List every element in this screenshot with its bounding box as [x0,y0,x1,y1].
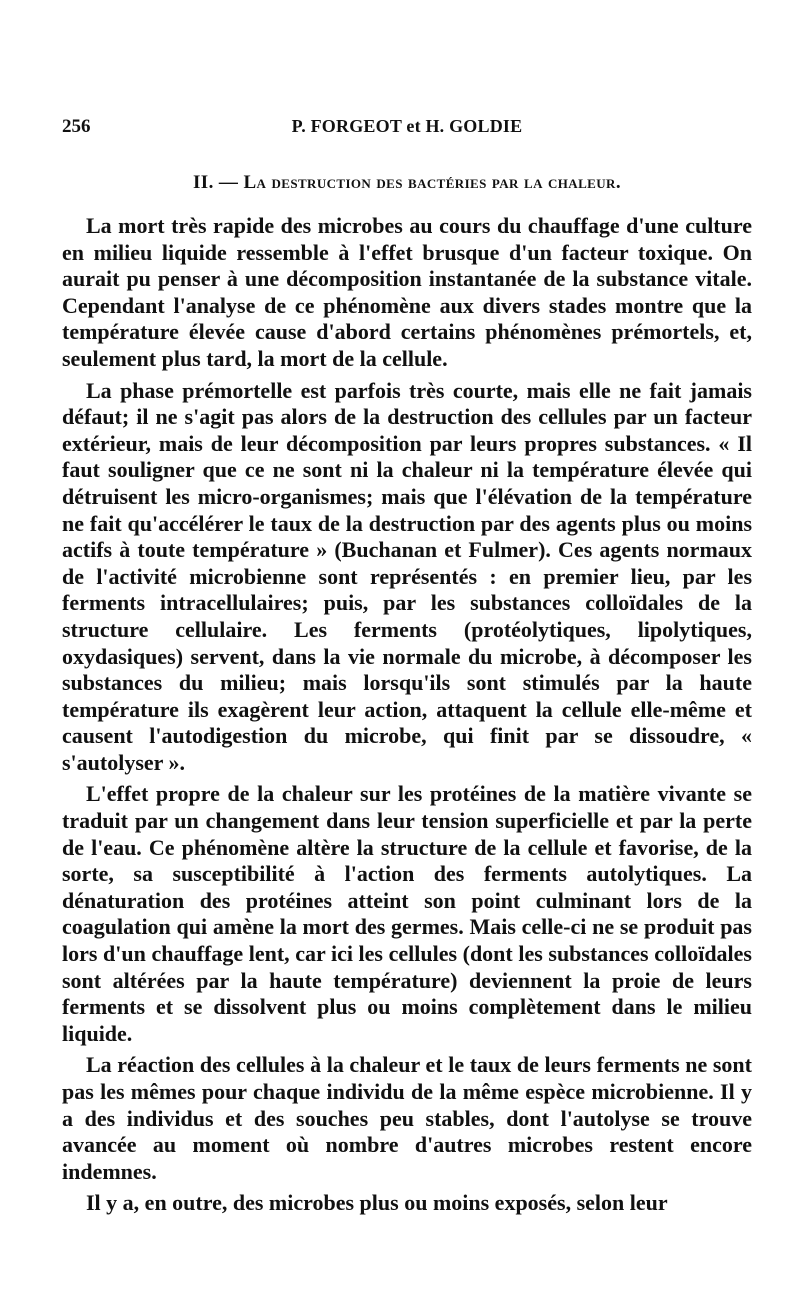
running-title: P. FORGEOT et H. GOLDIE [291,116,523,136]
body-text [62,213,752,1222]
paragraph: Il y a, en outre, des microbes plus ou moins exposés, selon leur [86,1190,668,1216]
paragraph: La mort très rapide des microbes au cours du chauffage d'une culture en milieu liquide ressemble à l'effet brusque d'un facteur toxique. On aurait pu penser à une décomposition instantanée de la substance vitale. Cependant l'analyse de ce phénomène aux divers stades montre que la température élevée cause d'abord certains phénomènes prémortels, et, seulement plus tard, la mort de la cellule. [62,213,752,371]
page-number: 256 [62,116,91,137]
running-head [62,116,752,142]
paragraph: L'effet propre de la chaleur sur les protéines de la matière vivante se traduit par un changement dans leur tension superficielle et par la perte de l'eau. Ce phénomène altère la structure de la cellule et favorise, de la sorte, sa susceptibilité à l'action des ferments autolytiques. La dénaturation des protéines atteint son point culminant lors de la coagulation qui amène la mort des germes. Mais celle-ci ne se produit pas lors d'un chauffage lent, car ici les cellules (dont les substances colloïdales sont altérées par la haute température) deviennent la proie de leurs ferments et se dissolvent plus ou moins complètement dans le milieu liquide. [62,781,752,1046]
section-heading: II. — La destruction des bactéries par la chaleur. [193,172,621,193]
paragraph: La réaction des cellules à la chaleur et le taux de leurs ferments ne sont pas les mêmes pour chaque individu de la même espèce microbienne. Il y a des individus et des souches peu stables, dont l'autolyse se trouve avancée au moment où nombre d'autres microbes restent encore indemnes. [62,1052,752,1184]
paragraph: La phase prémortelle est parfois très courte, mais elle ne fait jamais défaut; il ne s'agit pas alors de la destruction des cellules par un facteur extérieur, mais de leur décomposition par leurs propres substances. « Il faut souligner que ce ne sont ni la chaleur ni la température élevée qui détruisent les micro-organismes; mais que l'élévation de la température ne fait qu'accélérer le taux de la destruction par des agents plus ou moins actifs à toute température » (Buchanan et Fulmer). Ces agents normaux de l'activité microbienne sont représentés : en premier lieu, par les ferments intracellulaires; puis, par les substances colloïdales de la structure cellulaire. Les ferments (protéolytiques, lipolytiques, oxydasiques) servent, dans la vie normale du microbe, à décomposer les substances du milieu; mais lorsqu'ils sont stimulés par la haute température ils exagèrent leur action, attaquent la cellule elle-même et causent l'autodigestion du microbe, qui finit par se dissoudre, « s'autolyser ». [62,377,752,775]
